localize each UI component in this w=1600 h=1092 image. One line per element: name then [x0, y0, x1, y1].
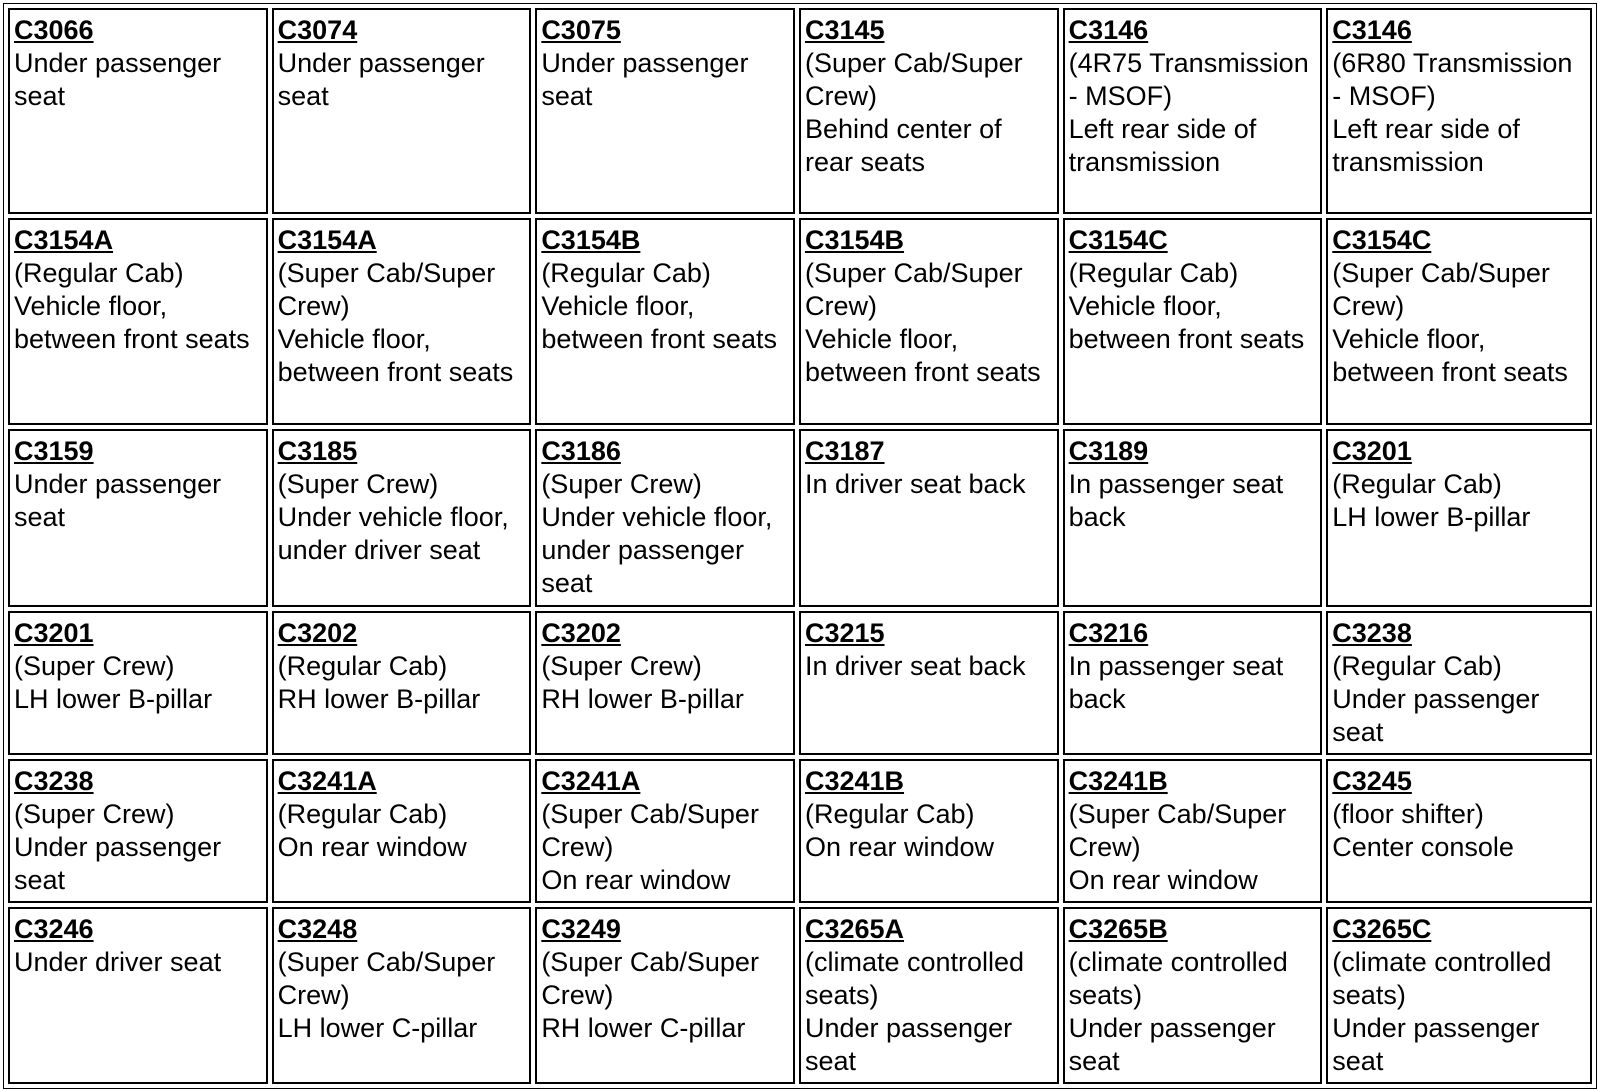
connector-location-text: Under driver seat	[14, 946, 222, 977]
table-row	[8, 429, 1592, 606]
connector-location-text: (Regular Cab)	[804, 798, 975, 829]
connector-cell	[8, 8, 268, 214]
connector-cell	[1063, 611, 1323, 755]
connector-location-text: In passenger seat back	[1068, 650, 1284, 714]
connector-location-table	[3, 3, 1597, 1089]
connector-id: C3202	[277, 617, 358, 648]
connector-id: C3265A	[804, 913, 905, 944]
connector-location-text: (Super Cab/Super Crew)	[277, 946, 496, 1010]
connector-cell	[1326, 759, 1592, 903]
connector-location-text: Under passenger seat	[1332, 683, 1540, 747]
connector-location-text: On rear window	[277, 831, 467, 862]
connector-cell	[535, 611, 795, 755]
connector-cell	[8, 429, 268, 606]
connector-cell	[1063, 218, 1323, 426]
connector-id: C3189	[1068, 436, 1149, 467]
connector-cell	[1326, 218, 1592, 426]
connector-id: C3066	[14, 15, 94, 45]
connector-id: C3215	[804, 617, 885, 648]
connector-location-text: Under vehicle floor, under driver seat	[277, 502, 509, 566]
connector-location-text: In driver seat back	[804, 469, 1026, 500]
connector-id: C3265B	[1068, 913, 1168, 944]
connector-cell	[8, 759, 268, 903]
connector-cell	[799, 907, 1059, 1084]
connector-location-text: Left rear side of transmission	[1068, 114, 1257, 177]
connector-cell	[8, 611, 268, 755]
connector-id: C3248	[277, 913, 358, 944]
connector-location-text: (Super Cab/Super Crew)	[804, 48, 1023, 111]
connector-location-text: LH lower B-pillar	[1332, 502, 1531, 533]
connector-id: C3265C	[1332, 913, 1432, 944]
connector-cell	[272, 218, 532, 426]
connector-location-text: (Super Cab/Super Crew)	[804, 257, 1023, 321]
connector-id: C3241B	[1068, 765, 1168, 796]
connector-location-text: Under vehicle floor, under passenger seat	[541, 502, 773, 599]
connector-location-text: Vehicle floor, between front seats	[804, 323, 1041, 387]
connector-id: C3202	[541, 617, 621, 648]
connector-cell	[535, 907, 795, 1084]
connector-location-text: (Super Crew)	[541, 650, 702, 681]
connector-id: C3154A	[277, 224, 377, 255]
connector-location-text: Under passenger seat	[277, 48, 485, 111]
connector-id: C3146	[1332, 15, 1412, 45]
connector-cell	[799, 8, 1059, 214]
connector-location-text: Vehicle floor, between front seats	[14, 290, 250, 354]
connector-location-text: (Regular Cab)	[1068, 257, 1239, 288]
connector-location-text: Vehicle floor, between front seats	[277, 323, 514, 387]
table-row	[8, 907, 1592, 1084]
connector-location-text: (Super Crew)	[541, 469, 702, 500]
connector-location-text: (Regular Cab)	[277, 798, 448, 829]
connector-cell	[535, 759, 795, 903]
connector-location-text: In driver seat back	[804, 650, 1026, 681]
connector-location-text: (Super Crew)	[14, 650, 175, 681]
connector-location-text: Under passenger seat	[14, 831, 222, 895]
connector-id: C3145	[804, 15, 885, 45]
connector-cell	[1326, 611, 1592, 755]
connector-cell	[799, 611, 1059, 755]
connector-location-text: Vehicle floor, between front seats	[1068, 290, 1305, 354]
connector-location-text: Vehicle floor, between front seats	[541, 290, 777, 354]
connector-cell	[535, 429, 795, 606]
connector-location-text: (Super Cab/Super Crew)	[1068, 798, 1287, 862]
connector-cell	[535, 218, 795, 426]
connector-cell	[799, 759, 1059, 903]
connector-location-text: Behind center of rear seats	[804, 114, 1002, 177]
connector-table-body	[8, 8, 1592, 1084]
connector-location-text: Vehicle floor, between front seats	[1332, 323, 1568, 387]
connector-location-text: (Super Cab/Super Crew)	[1332, 257, 1550, 321]
connector-location-text: Left rear side of transmission	[1332, 114, 1520, 177]
connector-location-text: RH lower B-pillar	[541, 683, 744, 714]
connector-location-text: (Super Cab/Super Crew)	[277, 257, 496, 321]
table-row	[8, 611, 1592, 755]
connector-id: C3146	[1068, 15, 1149, 45]
connector-location-text: Under passenger seat	[14, 469, 222, 533]
connector-location-text: (6R80 Transmission - MSOF)	[1332, 48, 1573, 111]
connector-id: C3154B	[804, 224, 905, 255]
connector-cell	[799, 218, 1059, 426]
connector-id: C3241A	[541, 765, 641, 796]
connector-id: C3238	[14, 765, 94, 796]
connector-id: C3246	[14, 913, 94, 944]
connector-id: C3187	[804, 436, 885, 467]
connector-cell	[8, 907, 268, 1084]
connector-location-text: (climate controlled seats)	[1332, 946, 1552, 1010]
connector-location-text: Center console	[1332, 831, 1514, 862]
connector-id: C3154A	[14, 224, 114, 255]
connector-location-text: (Regular Cab)	[277, 650, 448, 681]
connector-id: C3201	[1332, 436, 1412, 467]
connector-cell	[1326, 907, 1592, 1084]
connector-location-text: (4R75 Transmission - MSOF)	[1068, 48, 1309, 111]
connector-location-text: Under passenger seat	[541, 48, 749, 111]
connector-id: C3074	[277, 15, 358, 45]
connector-location-text: (Regular Cab)	[1332, 469, 1502, 500]
connector-location-text: On rear window	[804, 831, 995, 862]
connector-cell	[8, 218, 268, 426]
connector-location-text: (Regular Cab)	[541, 257, 711, 288]
connector-location-text: RH lower B-pillar	[277, 683, 481, 714]
connector-location-text: Under passenger seat	[14, 48, 222, 111]
connector-cell	[272, 907, 532, 1084]
connector-id: C3201	[14, 617, 94, 648]
connector-id: C3249	[541, 913, 621, 944]
connector-location-text: Under passenger seat	[804, 1012, 1013, 1076]
connector-cell	[1063, 8, 1323, 214]
connector-cell	[272, 611, 532, 755]
connector-location-text: (Super Cab/Super Crew)	[541, 798, 759, 862]
connector-id: C3238	[1332, 617, 1412, 648]
connector-location-text: (Super Crew)	[277, 469, 439, 500]
connector-location-text: LH lower B-pillar	[14, 683, 213, 714]
connector-id: C3159	[14, 436, 94, 467]
connector-id: C3185	[277, 436, 358, 467]
table-row	[8, 8, 1592, 214]
connector-location-text: Under passenger seat	[1332, 1012, 1540, 1076]
connector-id: C3154B	[541, 224, 641, 255]
table-row	[8, 218, 1592, 426]
table-row	[8, 759, 1592, 903]
connector-location-text: (Regular Cab)	[14, 257, 184, 288]
connector-id: C3216	[1068, 617, 1149, 648]
connector-cell	[799, 429, 1059, 606]
connector-cell	[272, 429, 532, 606]
connector-location-text: On rear window	[1068, 864, 1258, 895]
connector-location-text: In passenger seat back	[1068, 469, 1284, 533]
connector-cell	[1063, 907, 1323, 1084]
connector-id: C3245	[1332, 765, 1412, 796]
connector-cell	[272, 759, 532, 903]
connector-cell	[272, 8, 532, 214]
connector-location-text: (Super Cab/Super Crew)	[541, 946, 759, 1010]
connector-location-text: (climate controlled seats)	[804, 946, 1025, 1010]
connector-id: C3154C	[1332, 224, 1432, 255]
connector-location-text: (Regular Cab)	[1332, 650, 1502, 681]
connector-cell	[1326, 429, 1592, 606]
connector-id: C3186	[541, 436, 621, 467]
connector-location-text: Under passenger seat	[1068, 1012, 1276, 1076]
connector-cell	[1326, 8, 1592, 214]
connector-location-text: (floor shifter)	[1332, 798, 1484, 829]
connector-id: C3154C	[1068, 224, 1168, 255]
connector-location-text: RH lower C-pillar	[541, 1012, 746, 1043]
connector-cell	[535, 8, 795, 214]
connector-cell	[1063, 429, 1323, 606]
connector-id: C3075	[541, 15, 621, 45]
connector-location-text: On rear window	[541, 864, 731, 895]
connector-id: C3241B	[804, 765, 905, 796]
connector-location-text: (climate controlled seats)	[1068, 946, 1288, 1010]
connector-id: C3241A	[277, 765, 377, 796]
connector-location-text: (Super Crew)	[14, 798, 175, 829]
connector-cell	[1063, 759, 1323, 903]
connector-location-text: LH lower C-pillar	[277, 1012, 478, 1043]
